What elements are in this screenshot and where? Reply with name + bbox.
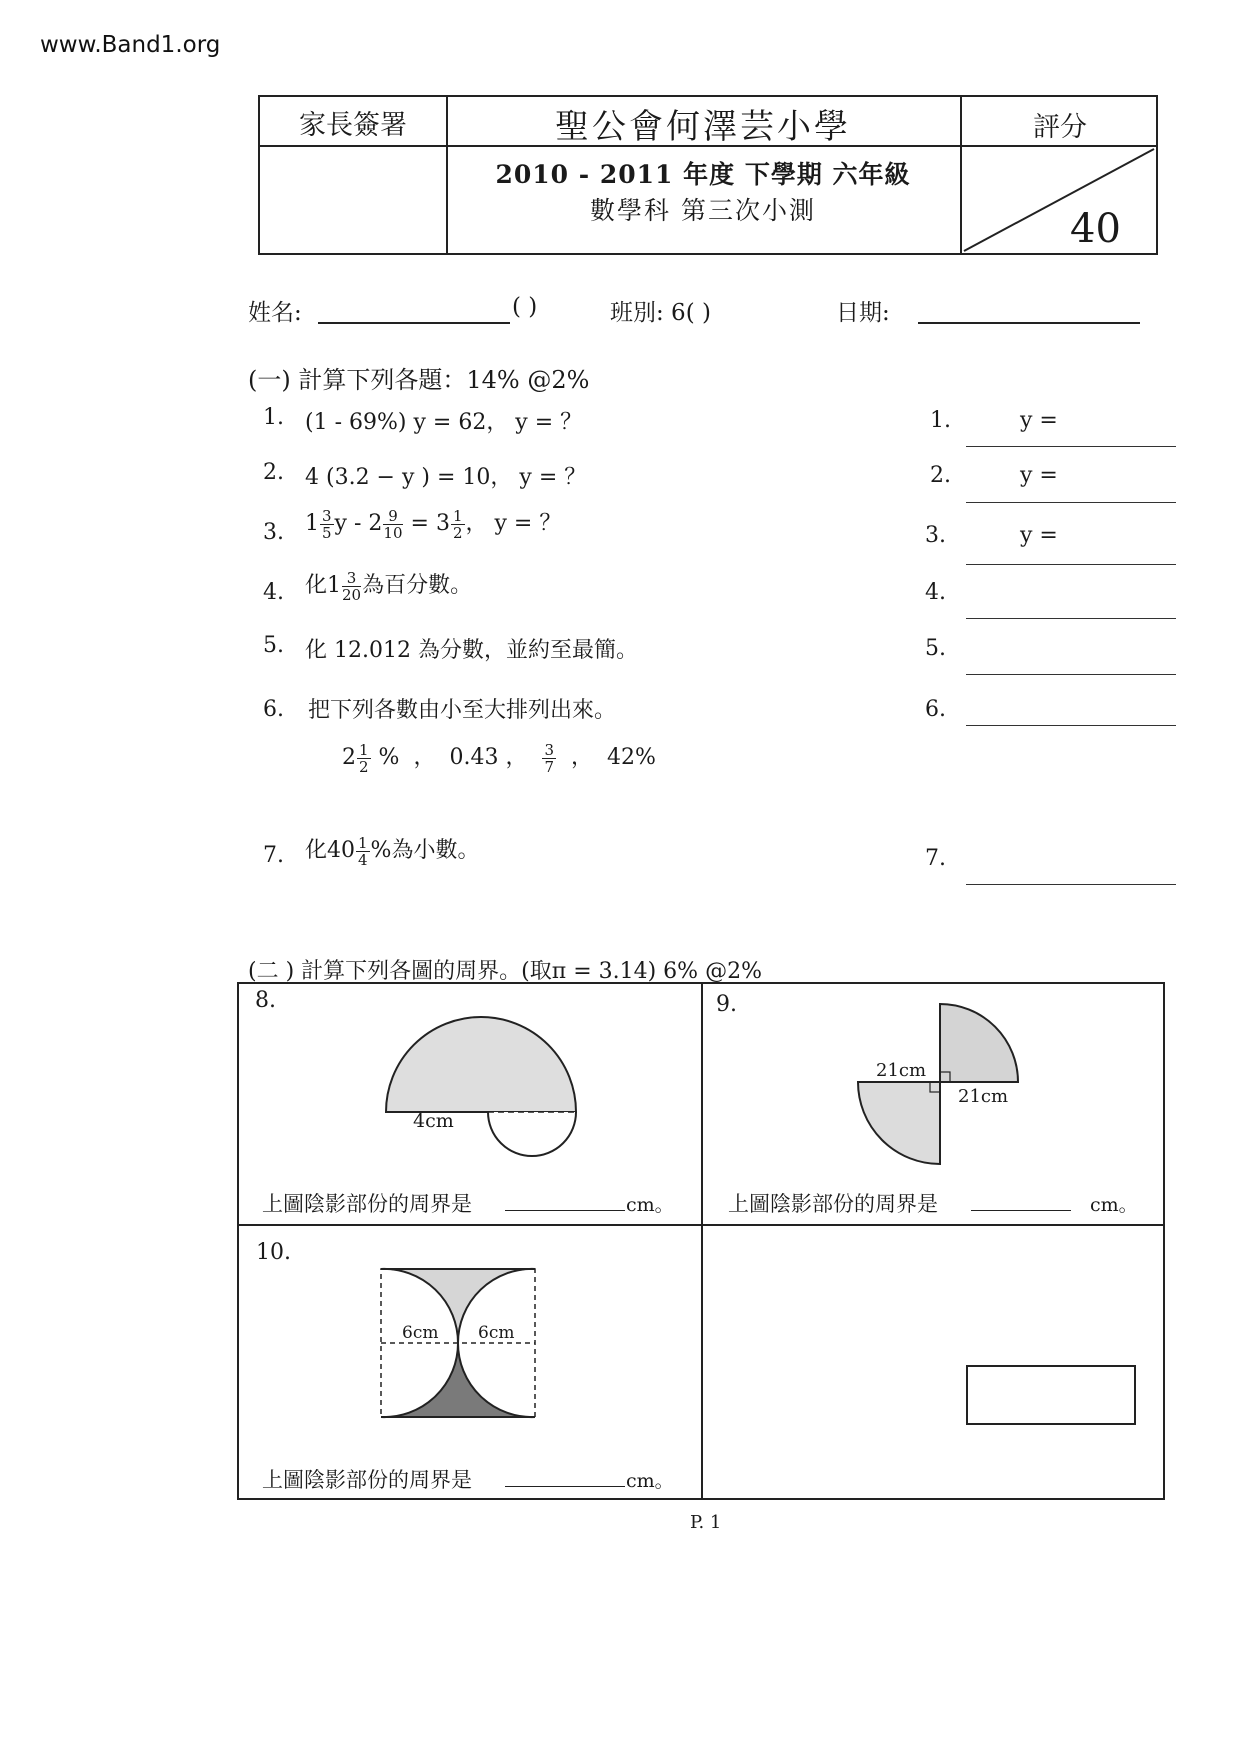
q8-figure: [380, 1008, 600, 1158]
q1-answer-number: 1.: [930, 408, 951, 433]
q5-number: 5.: [263, 633, 284, 658]
q1-number: 1.: [263, 405, 284, 430]
q3-equation: 1 $\frac{3}{5}$ y - 2 $\frac{9}{10}$ = 3 $\frac{1}{2}$ ， y = ？: [305, 506, 562, 542]
q8-answer-line[interactable]: [505, 1210, 625, 1211]
q1-text: (1 - 69%) y = 62， y = ？: [305, 410, 583, 435]
q2-answer-number: 2.: [930, 463, 951, 488]
q9-label-2: 21cm: [958, 1086, 1009, 1107]
q7-number: 7.: [263, 843, 284, 868]
q9-label-1: 21cm: [876, 1060, 927, 1081]
q9-caption: 上圖陰影部份的周界是: [728, 1192, 938, 1216]
q5-text: 化 12.012 為分數，並約至最簡。: [305, 638, 638, 663]
q5-answer-number: 5.: [925, 636, 946, 661]
q10-label-1: 6cm: [402, 1323, 439, 1343]
q10-unit: cm。: [626, 1470, 674, 1492]
q7-answer-line[interactable]: [966, 884, 1176, 885]
q5-answer-line[interactable]: [966, 674, 1176, 675]
q3-answer-number: 3.: [925, 523, 946, 548]
q4-text: 化1 $\frac{3}{20}$ 為百分數。: [305, 568, 473, 604]
site-watermark: www.Band1.org: [40, 32, 221, 58]
class-number: ( ): [512, 294, 538, 320]
q6-answer-number: 6.: [925, 697, 946, 722]
name-line[interactable]: [318, 322, 510, 324]
total-score: 40: [1070, 206, 1121, 252]
page-number: P. 1: [690, 1512, 722, 1533]
q10-number: 10.: [256, 1240, 291, 1265]
score-label: 評分: [1033, 112, 1087, 143]
q2-answer-prefix: y =: [1020, 463, 1058, 488]
q7-answer-number: 7.: [925, 846, 946, 871]
school-name: 聖公會何澤芸小學: [555, 107, 851, 147]
q4-number: 4.: [263, 580, 284, 605]
header-table: [258, 95, 1158, 255]
q6-answer-line[interactable]: [966, 725, 1176, 726]
q6-number: 6.: [263, 697, 284, 722]
q8-label: 4cm: [413, 1110, 454, 1132]
q10-caption: 上圖陰影部份的周界是: [262, 1468, 472, 1492]
name-label: 姓名:: [248, 300, 302, 326]
q3-answer-prefix: y =: [1020, 523, 1058, 548]
q3-number: 3.: [263, 520, 284, 545]
q1-answer-line[interactable]: [966, 446, 1176, 447]
q8-unit: cm。: [626, 1194, 674, 1216]
q4-answer-number: 4.: [925, 580, 946, 605]
section1-title: (一) 計算下列各題：14% @2%: [248, 366, 590, 394]
class-label: 班別: 6( ): [610, 300, 711, 326]
q2-number: 2.: [263, 460, 284, 485]
q2-answer-line[interactable]: [966, 502, 1176, 503]
q6-text: 把下列各數由小至大排列出來。: [308, 698, 617, 723]
q6-numbers: 2 $\frac{1}{2}$ % ， 0.43 ， $\frac{3}{7}$ ， 42%: [342, 740, 656, 776]
section-score-box[interactable]: [966, 1365, 1136, 1425]
section2-title: (二 ) 計算下列各圖的周界。(取π = 3.14) 6% @2%: [248, 959, 762, 984]
score-diagonal: [960, 145, 1158, 255]
q10-figure: [378, 1266, 538, 1420]
q10-answer-line[interactable]: [505, 1486, 625, 1487]
subject-test: 數學科 第三次小測: [590, 196, 816, 225]
year-term: 2010 - 2011 年度 下學期 六年級: [495, 160, 911, 189]
q10-label-2: 6cm: [478, 1323, 515, 1343]
date-line[interactable]: [918, 322, 1140, 324]
q4-answer-line[interactable]: [966, 618, 1176, 619]
q9-answer-line[interactable]: [971, 1210, 1071, 1211]
q2-text: 4 (3.2 − y ) = 10， y = ？: [305, 465, 587, 490]
q1-answer-prefix: y =: [1020, 408, 1058, 433]
q3-answer-line[interactable]: [966, 564, 1176, 565]
q9-figure: [850, 1000, 1030, 1170]
q7-text: 化40 $\frac{1}{4}$ %為小數。: [305, 833, 480, 869]
date-label: 日期:: [836, 300, 890, 326]
parent-signature-label: 家長簽署: [299, 110, 407, 141]
q9-unit: cm。: [1090, 1194, 1138, 1216]
q8-caption: 上圖陰影部份的周界是: [262, 1192, 472, 1216]
q9-number: 9.: [716, 992, 737, 1017]
q8-number: 8.: [255, 988, 276, 1013]
